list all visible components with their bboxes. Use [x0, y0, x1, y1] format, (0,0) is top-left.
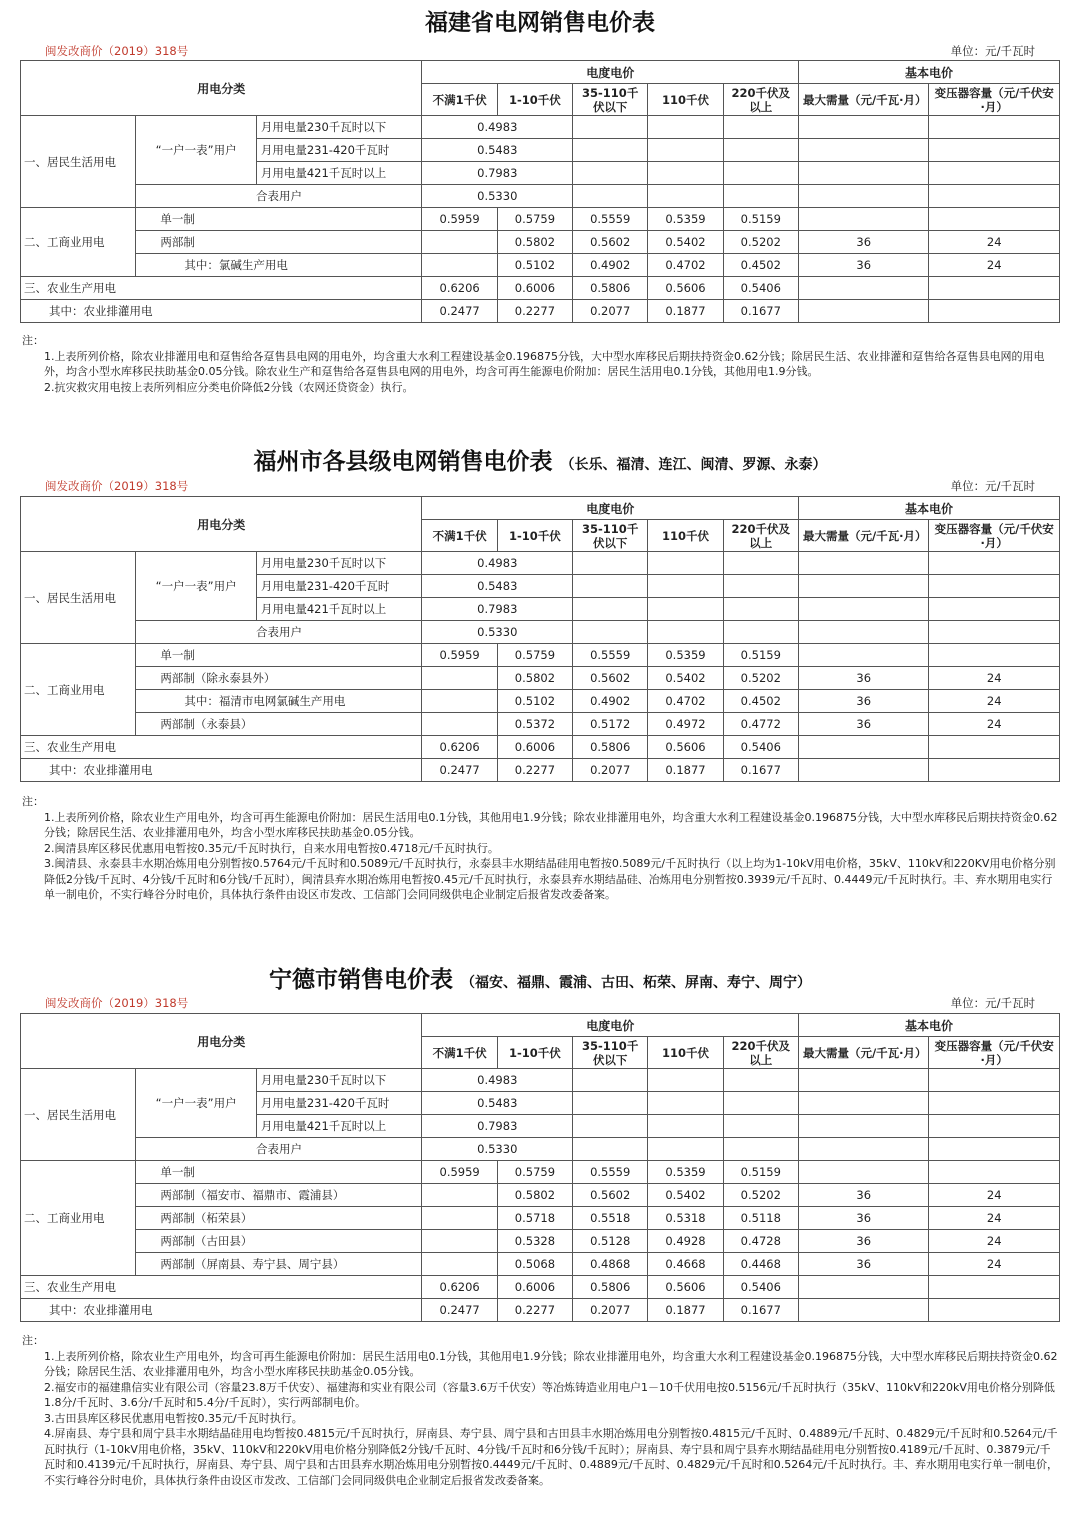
demand-cell: 36 — [798, 1184, 928, 1207]
price-cell: 0.5606 — [648, 277, 723, 300]
tier-price: 0.5483 — [422, 139, 573, 162]
capacity-cell: 24 — [929, 713, 1060, 736]
tier-price: 0.7983 — [422, 1115, 573, 1138]
price-table — [20, 496, 1060, 782]
price-cell: 0.5559 — [573, 644, 648, 667]
basic-price-header: 基本电价 — [798, 61, 1059, 84]
price-cell: 0.5402 — [648, 231, 723, 254]
tier-price: 0.4983 — [422, 552, 573, 575]
notes — [22, 333, 1058, 395]
price-cell: 0.5102 — [497, 254, 572, 277]
col-header: 220千伏及以上 — [723, 1037, 798, 1069]
price-cell — [422, 1230, 497, 1253]
price-cell: 0.6206 — [422, 277, 497, 300]
note-item: 4.屏南县、寿宁县和周宁县丰水期结晶硅用电均暂按0.4815元/千瓦时执行，屏南县、寿宁县、周宁县和古田县丰水期冶炼用电分别暂按0.4815元/千瓦时、0.4889元/千瓦时、0.4829元/千瓦时和0.5264元/千瓦时执行（1-10kV用电价格，35kV、110kV和220kV用电价格分别降低2分钱/千瓦时、4分钱/千瓦时和6分钱/千瓦时）；屏南县、寿宁县和周宁县弃水期结晶硅用电分别暂按0.4189元/千瓦时、0.3879元/千瓦时和0.4139元/千瓦时执行，屏南县、寿宁县、周宁县和古田县弃水期冶炼用电分别暂按0.4449元/千瓦时、0.4889元/千瓦时、0.4829元/千瓦时和0.5264元/千瓦时执行。丰、弃水期用电实行单一制电价，不实行峰谷分时电价，具体执行条件由设区市发改、工信部门会同同级供电企业制定后报省发改委备案。 — [44, 1427, 1058, 1487]
capacity-cell: 24 — [929, 254, 1060, 277]
col-header: 不满1千伏 — [422, 84, 497, 116]
capacity-header: 变压器容量（元/千伏安·月） — [929, 1037, 1060, 1069]
energy-price-header: 电度电价 — [422, 497, 798, 520]
tier-label: 月用电量421千瓦时以上 — [256, 598, 422, 621]
document-number: 闽发改商价（2019）318号 — [45, 479, 189, 493]
industrial-row-label: 其中：福清市电网氯碱生产用电 — [136, 690, 422, 713]
category-industrial: 二、工商业用电 — [21, 644, 136, 736]
basic-price-header: 基本电价 — [798, 497, 1059, 520]
price-cell: 0.5406 — [723, 277, 798, 300]
notes — [22, 794, 1058, 903]
demand-cell — [798, 1161, 928, 1184]
demand-cell: 36 — [798, 231, 928, 254]
price-cell: 0.2077 — [573, 759, 648, 782]
unit-label: 单位：元/千瓦时 — [950, 479, 1035, 493]
demand-header: 最大需量（元/千瓦·月） — [798, 520, 928, 552]
combined-user-price: 0.5330 — [422, 1138, 573, 1161]
title-subtitle: （福安、福鼎、霞浦、古田、柘荣、屏南、寿宁、周宁） — [461, 975, 811, 991]
combined-user-price: 0.5330 — [422, 185, 573, 208]
title-text: 福州市各县级电网销售电价表 — [253, 448, 553, 475]
capacity-cell — [929, 1161, 1060, 1184]
price-cell — [422, 1184, 497, 1207]
price-cell — [422, 690, 497, 713]
col-header: 不满1千伏 — [422, 520, 497, 552]
industrial-row-label: 单一制 — [136, 208, 422, 231]
tier-label: 月用电量421千瓦时以上 — [256, 162, 422, 185]
price-cell: 0.5718 — [497, 1207, 572, 1230]
price-cell: 0.2077 — [573, 300, 648, 323]
price-cell: 0.5759 — [497, 208, 572, 231]
price-cell: 0.1677 — [723, 759, 798, 782]
notes-title: 注： — [22, 1334, 44, 1347]
price-cell — [422, 231, 497, 254]
document-number: 闽发改商价（2019）318号 — [45, 996, 189, 1010]
price-table — [20, 60, 1060, 323]
capacity-cell: 24 — [929, 1230, 1060, 1253]
col-header: 1-10千伏 — [497, 520, 572, 552]
price-cell: 0.5959 — [422, 644, 497, 667]
price-cell: 0.5402 — [648, 667, 723, 690]
note-item: 2.闽清县库区移民优惠用电暂按0.35元/千瓦时执行，自来水用电暂按0.4718元/千瓦时执行。 — [44, 841, 499, 855]
price-cell: 0.4972 — [648, 713, 723, 736]
price-cell: 0.4928 — [648, 1230, 723, 1253]
industrial-row-label: 两部制（除永泰县外） — [136, 667, 422, 690]
price-cell: 0.2077 — [573, 1299, 648, 1322]
col-header: 110千伏 — [648, 84, 723, 116]
one-meter-label: “一户一表”用户 — [136, 552, 256, 621]
price-cell — [422, 713, 497, 736]
capacity-header: 变压器容量（元/千伏安·月） — [929, 520, 1060, 552]
price-cell: 0.5068 — [497, 1253, 572, 1276]
note-item: 3.闽清县、永泰县丰水期冶炼用电分别暂按0.5764元/千瓦时和0.5089元/千瓦时执行，永泰县丰水期结晶硅用电暂按0.5089元/千瓦时执行（以上均为1-10kV用电价格，35kV、110kV和220KV用电价格分别降低2分钱/千瓦时、4分钱/千瓦时和6分钱/千瓦时），闽清县弃水期冶炼用电暂按0.45元/千瓦时执行，永泰县弃水期结晶硅、冶炼用电分别暂按0.3939元/千瓦时、0.4449元/千瓦时执行。丰、弃水期用电实行单一制电价，不实行峰谷分时电价，具体执行条件由设区市发改、工信部门会同同级供电企业制定后报省发改委备案。 — [44, 857, 1056, 901]
industrial-row-label: 两部制（屏南县、寿宁县、周宁县） — [136, 1253, 422, 1276]
unit-label: 单位：元/千瓦时 — [950, 996, 1035, 1010]
demand-cell — [798, 644, 928, 667]
industrial-row-label: 其中：氯碱生产用电 — [136, 254, 422, 277]
price-cell: 0.5406 — [723, 1276, 798, 1299]
price-cell: 0.4902 — [573, 254, 648, 277]
combined-user-label: 合表用户 — [136, 185, 422, 208]
demand-cell: 36 — [798, 1253, 928, 1276]
energy-price-header: 电度电价 — [422, 1014, 798, 1037]
price-cell: 0.5172 — [573, 713, 648, 736]
price-cell: 0.5202 — [723, 1184, 798, 1207]
demand-header: 最大需量（元/千瓦·月） — [798, 84, 928, 116]
price-cell: 0.6206 — [422, 1276, 497, 1299]
section-title — [0, 443, 1080, 476]
industrial-row-label: 两部制 — [136, 231, 422, 254]
price-cell: 0.5802 — [497, 231, 572, 254]
col-header: 1-10千伏 — [497, 84, 572, 116]
price-cell — [422, 1207, 497, 1230]
demand-header: 最大需量（元/千瓦·月） — [798, 1037, 928, 1069]
demand-cell: 36 — [798, 690, 928, 713]
price-cell: 0.5802 — [497, 667, 572, 690]
price-cell — [422, 667, 497, 690]
col-header: 不满1千伏 — [422, 1037, 497, 1069]
basic-price-header: 基本电价 — [798, 1014, 1059, 1037]
price-cell: 0.6006 — [497, 736, 572, 759]
category-irrigation: 其中：农业排灌用电 — [21, 1299, 422, 1322]
col-header: 1-10千伏 — [497, 1037, 572, 1069]
price-cell: 0.4502 — [723, 690, 798, 713]
price-cell: 0.5406 — [723, 736, 798, 759]
tier-label: 月用电量231-420千瓦时 — [256, 1092, 422, 1115]
price-cell: 0.2477 — [422, 300, 497, 323]
note-item: 1.上表所列价格，除农业生产用电外，均含可再生能源电价附加：居民生活用电0.1分钱，其他用电1.9分钱；除农业排灌用电外，均含重大水利工程建设基金0.196875分钱，大中型水库移民后期扶持资金0.62分钱；除居民生活、农业排灌用电外，均含小型水库移民扶助基金0.05分钱。 — [44, 1349, 1058, 1378]
industrial-row-label: 两部制（古田县） — [136, 1230, 422, 1253]
industrial-row-label: 两部制（福安市、福鼎市、霞浦县） — [136, 1184, 422, 1207]
tier-price: 0.4983 — [422, 116, 573, 139]
title-text: 宁德市销售电价表 — [269, 966, 453, 993]
tier-label: 月用电量231-420千瓦时 — [256, 139, 422, 162]
unit-label: 单位：元/千瓦时 — [950, 44, 1035, 58]
price-cell: 0.5372 — [497, 713, 572, 736]
price-cell: 0.5159 — [723, 208, 798, 231]
price-cell: 0.5959 — [422, 1161, 497, 1184]
price-cell: 0.5359 — [648, 644, 723, 667]
capacity-header: 变压器容量（元/千伏安·月） — [929, 84, 1060, 116]
price-cell: 0.4468 — [723, 1253, 798, 1276]
price-cell: 0.5806 — [573, 1276, 648, 1299]
price-cell: 0.5606 — [648, 1276, 723, 1299]
capacity-cell — [929, 644, 1060, 667]
price-cell: 0.5328 — [497, 1230, 572, 1253]
section-title — [0, 961, 1080, 994]
price-cell: 0.5159 — [723, 644, 798, 667]
industrial-row-label: 两部制（柘荣县） — [136, 1207, 422, 1230]
category-irrigation: 其中：农业排灌用电 — [21, 300, 422, 323]
category-residential: 一、居民生活用电 — [21, 1069, 136, 1161]
demand-cell: 36 — [798, 254, 928, 277]
category-residential: 一、居民生活用电 — [21, 116, 136, 208]
category-agriculture: 三、农业生产用电 — [21, 277, 422, 300]
price-cell: 0.1677 — [723, 300, 798, 323]
col-header: 220千伏及以上 — [723, 520, 798, 552]
price-cell: 0.4772 — [723, 713, 798, 736]
tier-label: 月用电量230千瓦时以下 — [256, 116, 422, 139]
category-agriculture: 三、农业生产用电 — [21, 736, 422, 759]
note-item: 2.抗灾救灾用电按上表所列相应分类电价降低2分钱（农网还贷资金）执行。 — [44, 380, 414, 394]
col-header: 35-110千伏以下 — [573, 520, 648, 552]
price-cell: 0.4668 — [648, 1253, 723, 1276]
price-table — [20, 1013, 1060, 1322]
capacity-cell: 24 — [929, 1184, 1060, 1207]
demand-cell: 36 — [798, 667, 928, 690]
demand-cell: 36 — [798, 713, 928, 736]
price-cell: 0.5128 — [573, 1230, 648, 1253]
col-header: 35-110千伏以下 — [573, 1037, 648, 1069]
price-cell: 0.5359 — [648, 208, 723, 231]
tier-label: 月用电量230千瓦时以下 — [256, 552, 422, 575]
price-cell: 0.5806 — [573, 277, 648, 300]
price-cell: 0.2477 — [422, 759, 497, 782]
notes-title: 注： — [22, 334, 44, 347]
note-item: 3.古田县库区移民优惠用电暂按0.35元/千瓦时执行。 — [44, 1411, 303, 1425]
price-cell: 0.5102 — [497, 690, 572, 713]
combined-user-price: 0.5330 — [422, 621, 573, 644]
category-industrial: 二、工商业用电 — [21, 208, 136, 277]
category-residential: 一、居民生活用电 — [21, 552, 136, 644]
combined-user-label: 合表用户 — [136, 1138, 422, 1161]
price-cell: 0.4702 — [648, 254, 723, 277]
category-irrigation: 其中：农业排灌用电 — [21, 759, 422, 782]
capacity-cell — [929, 208, 1060, 231]
price-cell: 0.5759 — [497, 1161, 572, 1184]
category-industrial: 二、工商业用电 — [21, 1161, 136, 1276]
price-cell: 0.5602 — [573, 667, 648, 690]
price-cell — [422, 1253, 497, 1276]
category-header: 用电分类 — [21, 61, 422, 116]
tier-price: 0.7983 — [422, 162, 573, 185]
price-cell: 0.5118 — [723, 1207, 798, 1230]
price-cell: 0.2277 — [497, 1299, 572, 1322]
price-cell: 0.5518 — [573, 1207, 648, 1230]
price-cell: 0.6006 — [497, 277, 572, 300]
price-cell — [422, 254, 497, 277]
price-cell: 0.5402 — [648, 1184, 723, 1207]
price-cell: 0.5759 — [497, 644, 572, 667]
tier-price: 0.4983 — [422, 1069, 573, 1092]
price-cell: 0.5559 — [573, 1161, 648, 1184]
price-cell: 0.2477 — [422, 1299, 497, 1322]
energy-price-header: 电度电价 — [422, 61, 798, 84]
col-header: 220千伏及以上 — [723, 84, 798, 116]
price-cell: 0.2277 — [497, 759, 572, 782]
price-cell: 0.4702 — [648, 690, 723, 713]
price-cell: 0.4728 — [723, 1230, 798, 1253]
price-cell: 0.5959 — [422, 208, 497, 231]
price-cell: 0.5202 — [723, 667, 798, 690]
price-cell: 0.1877 — [648, 300, 723, 323]
price-cell: 0.5606 — [648, 736, 723, 759]
demand-cell: 36 — [798, 1207, 928, 1230]
price-cell: 0.4868 — [573, 1253, 648, 1276]
price-cell: 0.1677 — [723, 1299, 798, 1322]
price-cell: 0.5159 — [723, 1161, 798, 1184]
tier-label: 月用电量421千瓦时以上 — [256, 1115, 422, 1138]
price-cell: 0.6206 — [422, 736, 497, 759]
category-agriculture: 三、农业生产用电 — [21, 1276, 422, 1299]
col-header: 110千伏 — [648, 520, 723, 552]
section-title — [0, 4, 1080, 37]
industrial-row-label: 单一制 — [136, 644, 422, 667]
industrial-row-label: 单一制 — [136, 1161, 422, 1184]
note-item: 2.福安市的福建鼎信实业有限公司（容量23.8万千伏安）、福建海和实业有限公司（容量3.6万千伏安）等冶炼铸造业用电户1－10千伏用电按0.5156元/千瓦时执行（35kV、110kV和220kV用电价格分别降低1.8分/千瓦时、3.6分/千瓦时和5.4分/千瓦时），实行两部制电价。 — [44, 1380, 1055, 1409]
one-meter-label: “一户一表”用户 — [136, 116, 256, 185]
price-cell: 0.5318 — [648, 1207, 723, 1230]
tier-price: 0.7983 — [422, 598, 573, 621]
title-text: 福建省电网销售电价表 — [425, 9, 655, 36]
price-cell: 0.1877 — [648, 1299, 723, 1322]
one-meter-label: “一户一表”用户 — [136, 1069, 256, 1138]
price-cell: 0.5202 — [723, 231, 798, 254]
notes — [22, 1333, 1058, 1488]
price-cell: 0.5559 — [573, 208, 648, 231]
price-cell: 0.5359 — [648, 1161, 723, 1184]
category-header: 用电分类 — [21, 1014, 422, 1069]
price-cell: 0.5802 — [497, 1184, 572, 1207]
price-cell: 0.5602 — [573, 231, 648, 254]
price-cell: 0.1877 — [648, 759, 723, 782]
note-item: 1.上表所列价格，除农业生产用电外，均含可再生能源电价附加：居民生活用电0.1分钱，其他用电1.9分钱；除农业排灌用电外，均含重大水利工程建设基金0.196875分钱，大中型水库移民后期扶持资金0.62分钱；除居民生活、农业排灌用电外，均含小型水库移民扶助基金0.05分钱。 — [44, 810, 1058, 839]
capacity-cell: 24 — [929, 1207, 1060, 1230]
note-item: 1.上表所列价格，除农业排灌用电和趸售给各趸售县电网的用电外，均含重大水利工程建设基金0.196875分钱，大中型水库移民后期扶持资金0.62分钱；除居民生活、农业排灌和趸售给各趸售县电网的用电外，均含小型水库移民扶助基金0.05分钱。除农业生产和趸售给各趸售县电网的用电外，均含可再生能源电价附加：居民生活用电0.1分钱，其他用电1.9分钱。 — [44, 349, 1045, 378]
tier-label: 月用电量230千瓦时以下 — [256, 1069, 422, 1092]
capacity-cell: 24 — [929, 690, 1060, 713]
price-cell: 0.2277 — [497, 300, 572, 323]
price-cell: 0.5806 — [573, 736, 648, 759]
document-number: 闽发改商价（2019）318号 — [45, 44, 189, 58]
combined-user-label: 合表用户 — [136, 621, 422, 644]
col-header: 110千伏 — [648, 1037, 723, 1069]
tier-price: 0.5483 — [422, 575, 573, 598]
industrial-row-label: 两部制（永泰县） — [136, 713, 422, 736]
demand-cell: 36 — [798, 1230, 928, 1253]
tier-price: 0.5483 — [422, 1092, 573, 1115]
col-header: 35-110千伏以下 — [573, 84, 648, 116]
notes-title: 注： — [22, 795, 44, 808]
capacity-cell: 24 — [929, 667, 1060, 690]
price-cell: 0.5602 — [573, 1184, 648, 1207]
demand-cell — [798, 208, 928, 231]
price-cell: 0.6006 — [497, 1276, 572, 1299]
price-cell: 0.4502 — [723, 254, 798, 277]
price-cell: 0.4902 — [573, 690, 648, 713]
tier-label: 月用电量231-420千瓦时 — [256, 575, 422, 598]
title-subtitle: （长乐、福清、连江、闽清、罗源、永泰） — [560, 457, 827, 473]
capacity-cell: 24 — [929, 231, 1060, 254]
category-header: 用电分类 — [21, 497, 422, 552]
capacity-cell: 24 — [929, 1253, 1060, 1276]
